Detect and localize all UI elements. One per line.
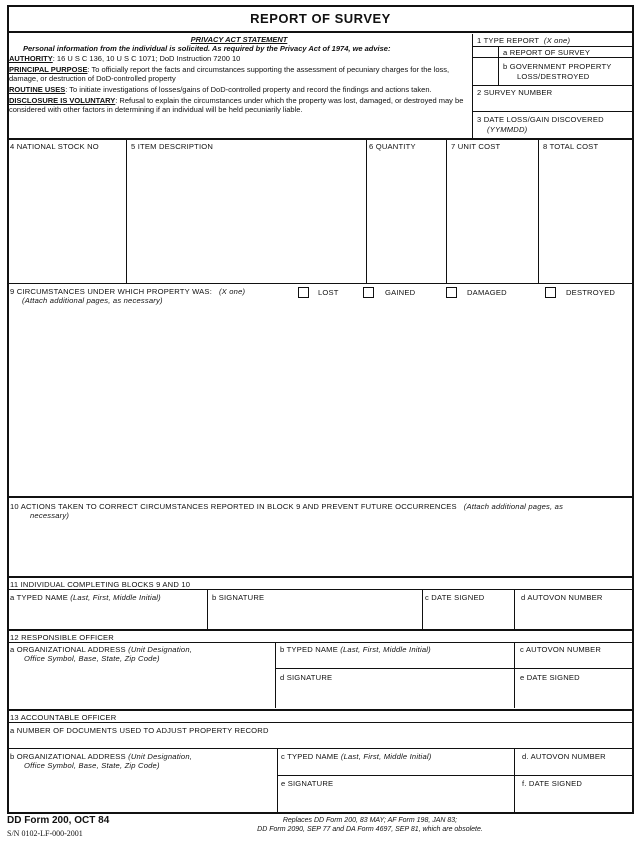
block13c-text: c TYPED NAME (281, 752, 339, 761)
lost-label: LOST (318, 288, 339, 297)
privacy-disclosure (9, 96, 469, 115)
block13f-label: f. DATE SIGNED (522, 779, 583, 788)
block13-date-signed-field[interactable] (516, 789, 632, 811)
divider (472, 111, 634, 112)
block12c-label: c AUTOVON NUMBER (520, 645, 602, 654)
block13c-note: (Last, First, Middle Initial) (340, 752, 432, 761)
block12d-label: d SIGNATURE (280, 673, 333, 682)
divider (514, 642, 515, 708)
block3-note: (YYMMDD) (487, 125, 528, 134)
block3-label: 3 DATE LOSS/GAIN DISCOVERED (477, 115, 604, 124)
routine-text: : To initiate investigations of losses/gains of DoD-controlled property and record the findings and actions taken. (65, 85, 432, 95)
block12b-label (280, 645, 431, 654)
replaces-line2: DD Form 2090, SEP 77 and DA Form 4697, SEP 81, which are obsolete. (257, 826, 483, 833)
block13b-note1: (Unit Designation, (128, 752, 193, 761)
divider (7, 748, 634, 749)
divider (514, 589, 515, 629)
destroyed-checkbox[interactable] (545, 287, 556, 298)
column-header-stock-no: 4 NATIONAL STOCK NO (10, 142, 99, 151)
block11-date-signed-field[interactable] (424, 604, 512, 627)
divider (7, 283, 634, 284)
block11b-label: b SIGNATURE (212, 593, 265, 602)
divider (275, 668, 634, 669)
column-header-unit-cost: 7 UNIT COST (451, 142, 501, 151)
block10-label (10, 502, 563, 511)
disclosure-key: DISCLOSURE IS VOLUNTARY (9, 95, 116, 105)
block12a-note1: (Unit Designation, (128, 645, 193, 654)
privacy-routine-uses (9, 85, 469, 94)
block11-typed-name-field[interactable] (9, 604, 205, 627)
divider (422, 589, 423, 629)
block12b-text: b TYPED NAME (280, 645, 338, 654)
block9-note: (X one) (218, 287, 246, 296)
divider (7, 709, 634, 711)
divider (7, 496, 634, 498)
replaces-notice (200, 816, 540, 834)
block1b-label-line1: b GOVERNMENT PROPERTY (503, 62, 612, 71)
privacy-intro: Personal information from the individual is solicited. As required by the Privacy Act of 1974, we advise: (23, 44, 391, 54)
block1-label-text: 1 TYPE REPORT (477, 36, 540, 45)
divider (472, 34, 473, 139)
block13e-label: e SIGNATURE (281, 779, 334, 788)
block12a-note2: Office Symbol, Base, State, Zip Code) (24, 654, 160, 663)
block12-typed-name-field[interactable] (277, 655, 512, 667)
block12e-label: e DATE SIGNED (520, 673, 580, 682)
block13b-text: b ORGANIZATIONAL ADDRESS (10, 752, 126, 761)
block12-address-field[interactable] (9, 665, 273, 706)
routine-key: ROUTINE USES (9, 85, 66, 95)
divider (7, 138, 634, 140)
block11-signature-field[interactable] (209, 604, 420, 627)
block13c-label (281, 752, 431, 761)
column-header-total-cost: 8 TOTAL COST (543, 142, 599, 151)
block11a-note: (Last, First, Middle Initial) (70, 593, 161, 602)
divider (7, 722, 634, 723)
block1-note: (X one) (543, 36, 571, 45)
divider (472, 85, 634, 86)
lost-checkbox[interactable] (298, 287, 309, 298)
destroyed-label: DESTROYED (566, 288, 616, 297)
block13-autovon-field[interactable] (516, 762, 632, 774)
divider (498, 46, 499, 86)
block11d-label: d AUTOVON NUMBER (521, 593, 603, 602)
damaged-checkbox[interactable] (446, 287, 457, 298)
divider (277, 748, 278, 813)
privacy-purpose (9, 65, 469, 84)
block13-address-field[interactable] (9, 771, 275, 811)
block13b-note2: Office Symbol, Base, State, Zip Code) (24, 761, 160, 770)
divider (7, 642, 634, 643)
block9-label (10, 287, 245, 296)
total-cost-field[interactable] (540, 153, 632, 281)
replaces-line1: Replaces DD Form 200, 83 MAY; AF Form 198, JAN 83; (282, 817, 458, 824)
block12-signature-field[interactable] (277, 683, 512, 706)
divider (538, 139, 539, 283)
purpose-text: : To officially report the facts and circumstances supporting the assessment of pecuniary charges for the loss, damage, or destruction of DoD-controlled property (9, 64, 450, 84)
divider (207, 589, 208, 629)
block13a-label: a NUMBER OF DOCUMENTS USED TO ADJUST PROPERTY RECORD (10, 726, 269, 735)
divider (366, 139, 367, 283)
divider (7, 589, 634, 590)
divider (126, 139, 127, 283)
block12-autovon-field[interactable] (516, 655, 632, 667)
disclosure-text: : Refusal to explain the circumstances under which the property was lost, damaged, or destroyed may be considered with other factors in determining if an individual will be held pecuniarily liable. (9, 95, 464, 115)
block11a-label (10, 593, 161, 602)
divider (277, 775, 634, 776)
block10-note: (Attach additional pages, as (463, 502, 564, 511)
privacy-heading: PRIVACY ACT STATEMENT (190, 35, 288, 44)
block11c-label: c DATE SIGNED (425, 593, 485, 602)
block2-label: 2 SURVEY NUMBER (477, 88, 553, 97)
divider (7, 629, 634, 631)
divider (514, 748, 515, 813)
block11a-text: a TYPED NAME (10, 593, 68, 602)
block10-label-text: 10 ACTIONS TAKEN TO CORRECT CIRCUMSTANCES REPORTED IN BLOCK 9 AND PREVENT FUTURE OCCURRENCES (10, 502, 457, 511)
column-header-item-description: 5 ITEM DESCRIPTION (131, 142, 214, 151)
block12b-note: (Last, First, Middle Initial) (340, 645, 431, 654)
purpose-key: PRINCIPAL PURPOSE (9, 64, 88, 74)
serial-number: S/N 0102-LF-000-2001 (7, 829, 83, 838)
block11-header: 11 INDIVIDUAL COMPLETING BLOCKS 9 AND 10 (10, 580, 191, 589)
block12-header: 12 RESPONSIBLE OFFICER (10, 633, 114, 642)
block10-note-cont: necessary) (30, 511, 70, 520)
authority-text: : 16 U S C 136, 10 U S C 1071; DoD Instruction 7200 10 (52, 53, 241, 63)
privacy-authority (9, 54, 469, 63)
block11-autovon-field[interactable] (516, 604, 632, 627)
damaged-label: DAMAGED (467, 288, 507, 297)
block13b-label (10, 752, 192, 761)
block9-sub-note: (Attach additional pages, as necessary) (22, 296, 163, 305)
block1a-label: a REPORT OF SURVEY (503, 48, 591, 57)
gained-checkbox[interactable] (363, 287, 374, 298)
divider (275, 642, 276, 708)
block12-date-signed-field[interactable] (516, 683, 632, 706)
block13-documents-field[interactable] (9, 736, 632, 747)
privacy-act-statement (9, 35, 469, 116)
block9-label-text: 9 CIRCUMSTANCES UNDER WHICH PROPERTY WAS: (10, 287, 212, 296)
block1b-label-line2: LOSS/DESTROYED (517, 72, 590, 81)
divider (446, 139, 447, 283)
block13-header: 13 ACCOUNTABLE OFFICER (10, 713, 117, 722)
unit-cost-field[interactable] (448, 153, 536, 281)
block13-signature-field[interactable] (279, 789, 512, 811)
block12a-text: a ORGANIZATIONAL ADDRESS (10, 645, 126, 654)
authority-key: AUTHORITY (9, 53, 53, 63)
form-number: DD Form 200, OCT 84 (7, 815, 110, 826)
date-discovered-field[interactable] (540, 124, 632, 137)
divider (7, 576, 634, 578)
block1a-checkbox[interactable] (479, 47, 497, 57)
survey-number-field[interactable] (474, 98, 632, 110)
item-description-field[interactable] (128, 153, 364, 281)
circumstances-field[interactable] (9, 308, 632, 494)
block1b-checkbox[interactable] (479, 58, 497, 85)
block13d-label: d. AUTOVON NUMBER (522, 752, 606, 761)
quantity-field[interactable] (368, 153, 444, 281)
column-header-quantity: 6 QUANTITY (369, 142, 416, 151)
block1-label (477, 36, 570, 45)
gained-label: GAINED (385, 288, 416, 297)
form-title: REPORT OF SURVEY (7, 5, 634, 33)
block12a-label (10, 645, 192, 654)
block13-typed-name-field[interactable] (279, 762, 512, 774)
stock-no-field[interactable] (9, 153, 124, 281)
actions-taken-field[interactable] (9, 522, 632, 575)
